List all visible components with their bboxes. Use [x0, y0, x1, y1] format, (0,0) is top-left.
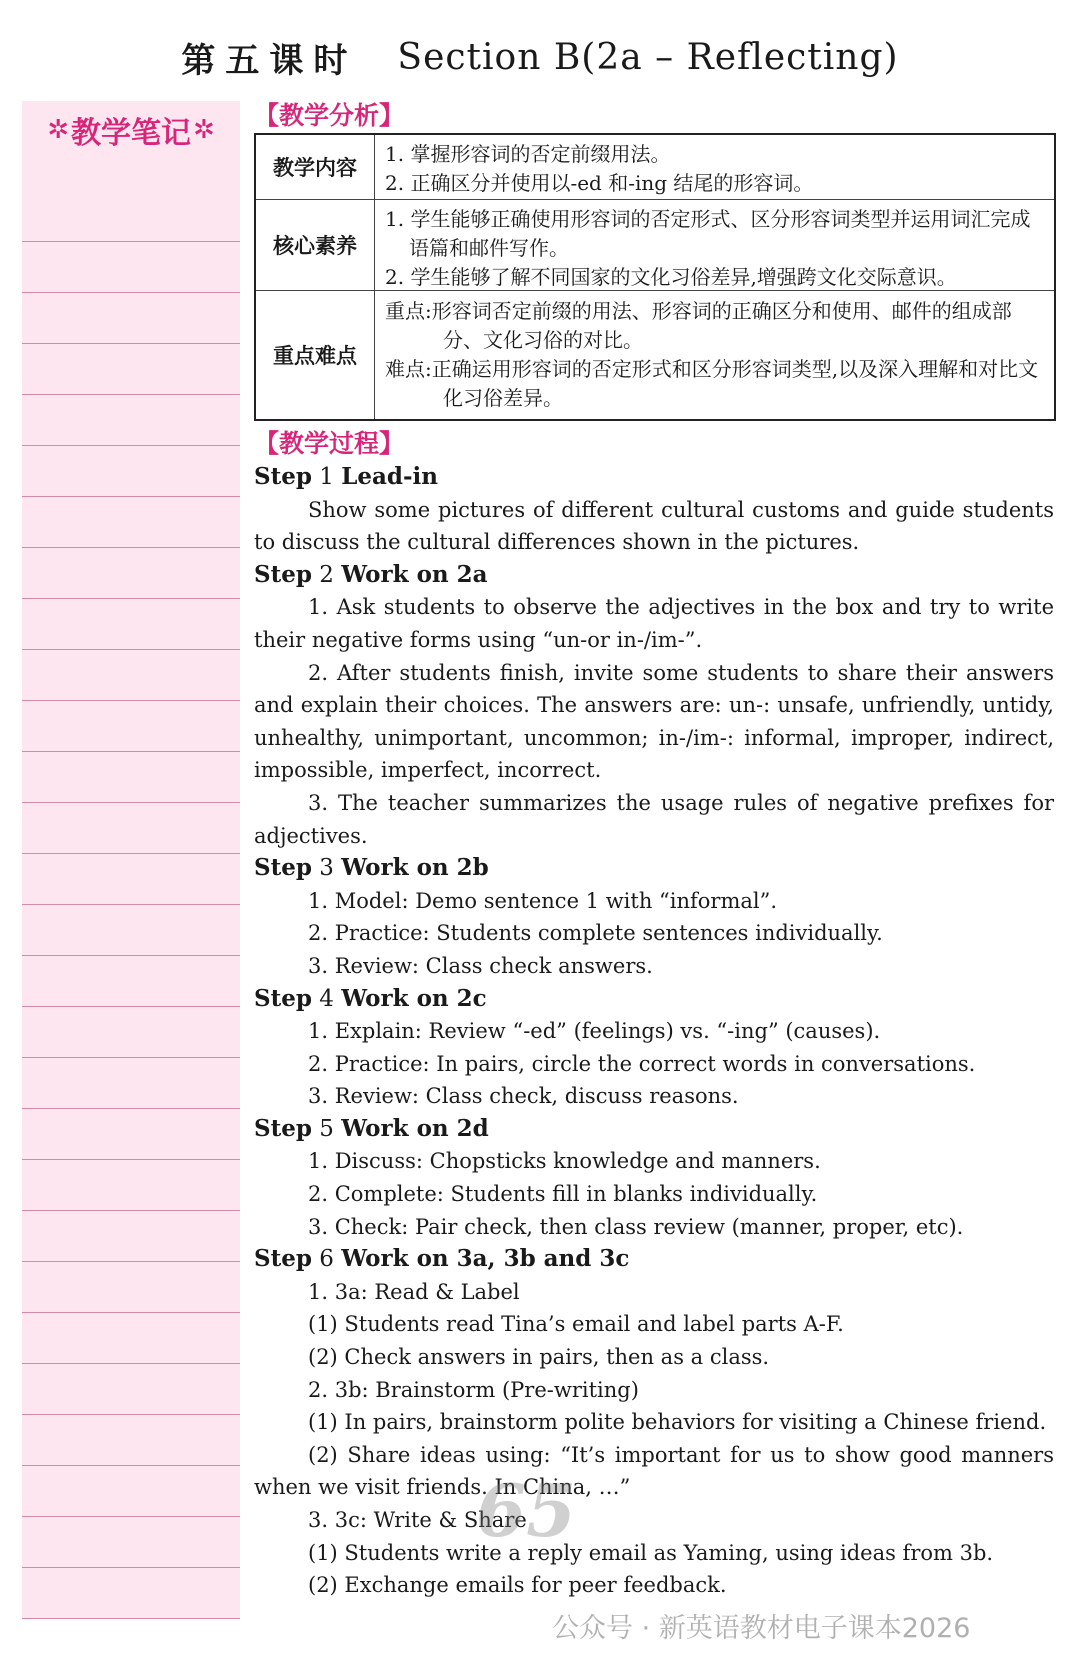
step-5-line: 2. Complete: Students fill in blanks individually.: [308, 1182, 818, 1207]
step-1-title: Step 1 Lead-in: [254, 463, 439, 490]
flower-icon: ✲: [47, 115, 69, 145]
step-3-line: 2. Practice: Students complete sentences individually.: [308, 921, 883, 946]
step-5-line: 1. Discuss: Chopsticks knowledge and manners.: [308, 1149, 821, 1174]
step-2-paragraph: 2. After students finish, invite some students to share their answers and explain their choices. The answers are: un-: unsafe, unfriendly, untidy, unhealthy, unimportant, uncommon; in-/im-: informal, improper, indirect, impossible, imperfect, incorrect.: [254, 660, 1054, 783]
watermark: 公众号 · 新英语教材电子课本2026: [552, 1613, 971, 1644]
step-4-line: 1. Explain: Review “-ed” (feelings) vs. “-ing” (causes).: [308, 1019, 881, 1044]
notes-column: [22, 101, 240, 1619]
row-content: [375, 291, 1054, 419]
step-1-text: Show some pictures of different cultural customs and guide students to discuss the cultural differences shown in the pictures.: [254, 497, 1054, 555]
step-2-paragraph: 1. Ask students to observe the adjectives in the box and try to write their negative forms using “un-or in-/im-”.: [254, 595, 1054, 652]
content-item: 重点:形容词否定前缀的用法、形容词的正确区分和使用、邮件的组成部分、文化习俗的对比。: [385, 299, 1012, 352]
content-item: 1. 学生能够正确使用形容词的否定形式、区分形容词类型并运用词汇完成语篇和邮件写作。: [385, 207, 1031, 260]
step-6-line: (1) Students read Tina’s email and label parts A-F.: [308, 1312, 844, 1337]
analysis-heading: 【教学分析】: [254, 101, 405, 130]
step-4-line: 3. Review: Class check, discuss reasons.: [308, 1084, 739, 1109]
step-6-title: Step 6 Work on 3a, 3b and 3c: [254, 1245, 630, 1273]
step-6-line: 2. 3b: Brainstorm (Pre-writing): [308, 1377, 639, 1402]
notes-ruled-lines: [22, 191, 240, 1619]
step-6-line: (1) Students write a reply email as Yaming, using ideas from 3b.: [308, 1540, 994, 1565]
step-5-line: 3. Check: Pair check, then class review (manner, proper, etc).: [308, 1214, 964, 1239]
table-row: [256, 290, 1054, 419]
step-4-line: 2. Practice: In pairs, circle the correct words in conversations.: [308, 1051, 976, 1076]
row-label: 核心素养: [256, 200, 375, 290]
content-item: 1. 掌握形容词的否定前缀用法。: [385, 142, 671, 166]
step-2-title: Step 2 Work on 2a: [254, 560, 488, 588]
lesson-title: 第五课时: [181, 40, 358, 81]
step-6-line: (2) Check answers in pairs, then as a class.: [308, 1345, 770, 1370]
table-row: [256, 135, 1054, 199]
content-item: 2. 学生能够了解不同国家的文化习俗差异,增强跨文化交际意识。: [385, 265, 957, 289]
step-6-paragraph: (2) Share ideas using: “It’s important for us to show good manners when we visit friends. In China, …”: [254, 1442, 1054, 1500]
step-4-title: Step 4 Work on 2c: [254, 984, 487, 1012]
row-label: 教学内容: [256, 135, 375, 199]
row-content: [375, 135, 1054, 199]
notes-header: [22, 101, 240, 159]
notes-title: 教学笔记: [71, 116, 191, 151]
section-title: Section B(2a – Reflecting): [397, 36, 899, 78]
step-3-line: 3. Review: Class check answers.: [308, 953, 653, 978]
row-label: 重点难点: [256, 291, 375, 419]
step-5-title: Step 5 Work on 2d: [254, 1114, 489, 1142]
process-heading: 【教学过程】: [254, 429, 405, 458]
step-6-line: (2) Exchange emails for peer feedback.: [308, 1573, 727, 1598]
analysis-table: [254, 133, 1056, 421]
step-6-line: 3. 3c: Write & Share: [308, 1508, 527, 1532]
step-6-line: 1. 3a: Read & Label: [308, 1279, 520, 1304]
step-2-paragraph: 3. The teacher summarizes the usage rules of negative prefixes for adjectives.: [254, 790, 1054, 848]
row-content: [375, 200, 1054, 290]
table-row: [256, 199, 1054, 290]
content-item: 难点:正确运用形容词的否定形式和区分形容词类型,以及深入理解和对比文化习俗差异。: [385, 357, 1039, 410]
flower-icon: ✲: [193, 115, 215, 145]
page-title: [0, 22, 1080, 92]
content-item: 2. 正确区分并使用以-ed 和-ing 结尾的形容词。: [385, 171, 814, 195]
step-3-line: 1. Model: Demo sentence 1 with “informal”.: [308, 888, 778, 913]
main-content: [254, 99, 1054, 1602]
page-number: 65: [476, 1468, 577, 1553]
step-6-line: (1) In pairs, brainstorm polite behaviors for visiting a Chinese friend.: [308, 1410, 1047, 1435]
step-3-title: Step 3 Work on 2b: [254, 854, 489, 882]
